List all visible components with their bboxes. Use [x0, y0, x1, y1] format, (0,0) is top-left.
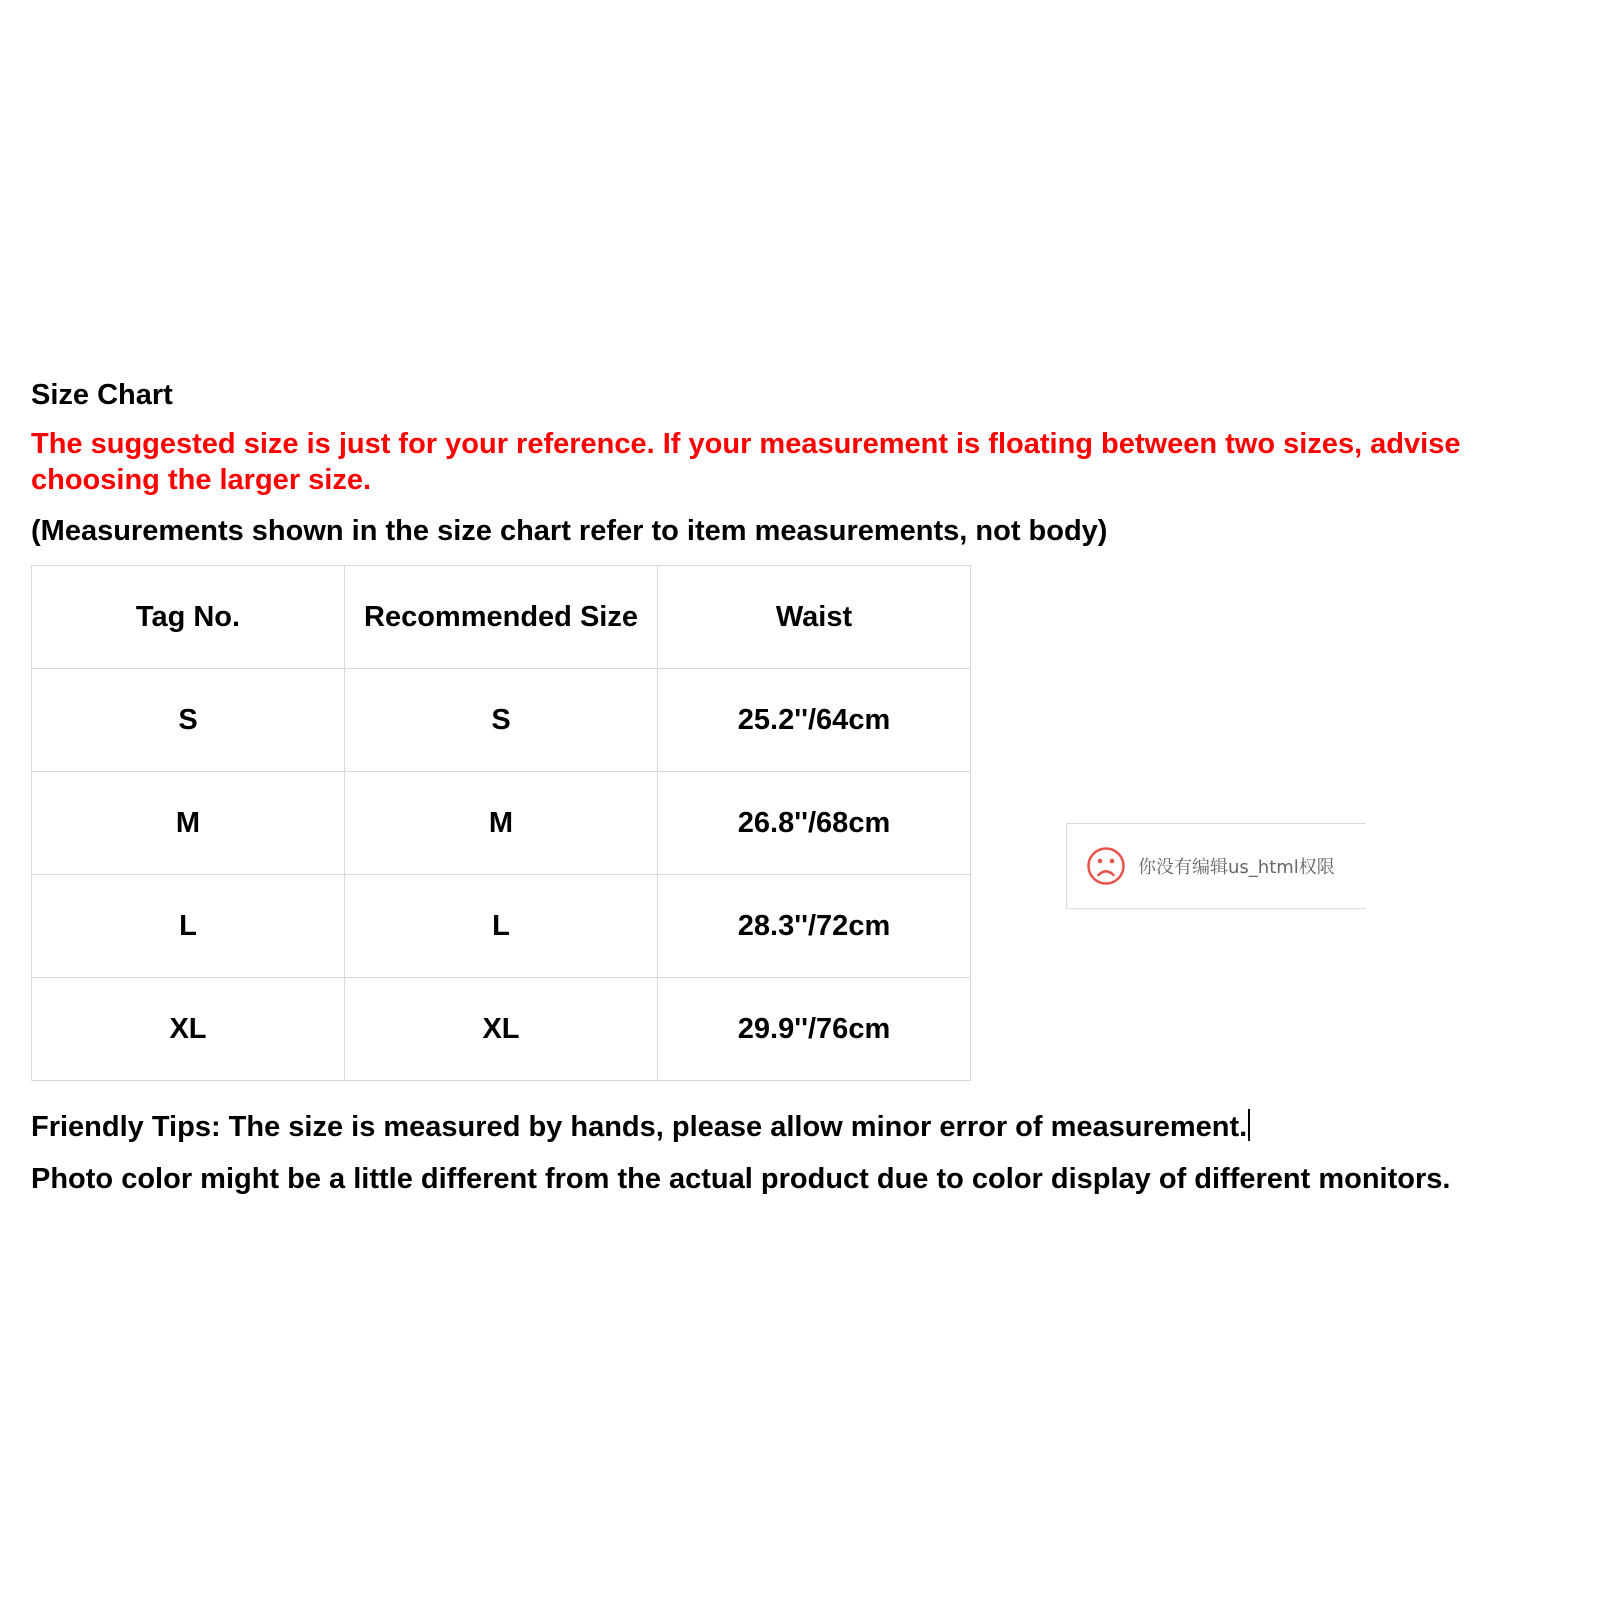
cell-tag-no: L	[32, 875, 345, 978]
table-row	[32, 875, 971, 978]
cell-waist: 25.2''/64cm	[658, 669, 971, 772]
cell-tag-no: XL	[32, 978, 345, 1081]
size-table	[31, 565, 971, 1081]
permission-error-text: 你没有编辑us_html权限	[1138, 857, 1335, 878]
table-header-row	[32, 566, 971, 669]
cell-recommended-size: XL	[345, 978, 658, 1081]
table-row	[32, 772, 971, 875]
measurement-note: (Measurements shown in the size chart refer to item measurements, not body)	[31, 515, 1108, 547]
text-caret	[1248, 1109, 1250, 1141]
table-row	[32, 978, 971, 1081]
cell-recommended-size: S	[345, 669, 658, 772]
size-notice: The suggested size is just for your reference. If your measurement is floating between two sizes, advise choosing the larger size.	[31, 428, 1461, 496]
friendly-tips[interactable]	[31, 1109, 1576, 1144]
permission-error-notice	[1066, 823, 1366, 909]
cell-tag-no: M	[32, 772, 345, 875]
cell-recommended-size: L	[345, 875, 658, 978]
cell-tag-no: S	[32, 669, 345, 772]
header-recommended-size: Recommended Size	[345, 566, 658, 669]
header-waist: Waist	[658, 566, 971, 669]
cell-recommended-size: M	[345, 772, 658, 875]
cell-waist: 28.3''/72cm	[658, 875, 971, 978]
cell-waist: 29.9''/76cm	[658, 978, 971, 1081]
size-chart-title: Size Chart	[31, 379, 173, 411]
cell-waist: 26.8''/68cm	[658, 772, 971, 875]
photo-color-note: Photo color might be a little different from the actual product due to color display of different monitors.	[31, 1163, 1451, 1195]
table-row	[32, 669, 971, 772]
friendly-tips-text: Friendly Tips: The size is measured by hands, please allow minor error of measurement.	[31, 1111, 1248, 1143]
size-chart-section	[31, 378, 1576, 1196]
sad-face-icon	[1086, 846, 1126, 886]
header-tag-no: Tag No.	[32, 566, 345, 669]
